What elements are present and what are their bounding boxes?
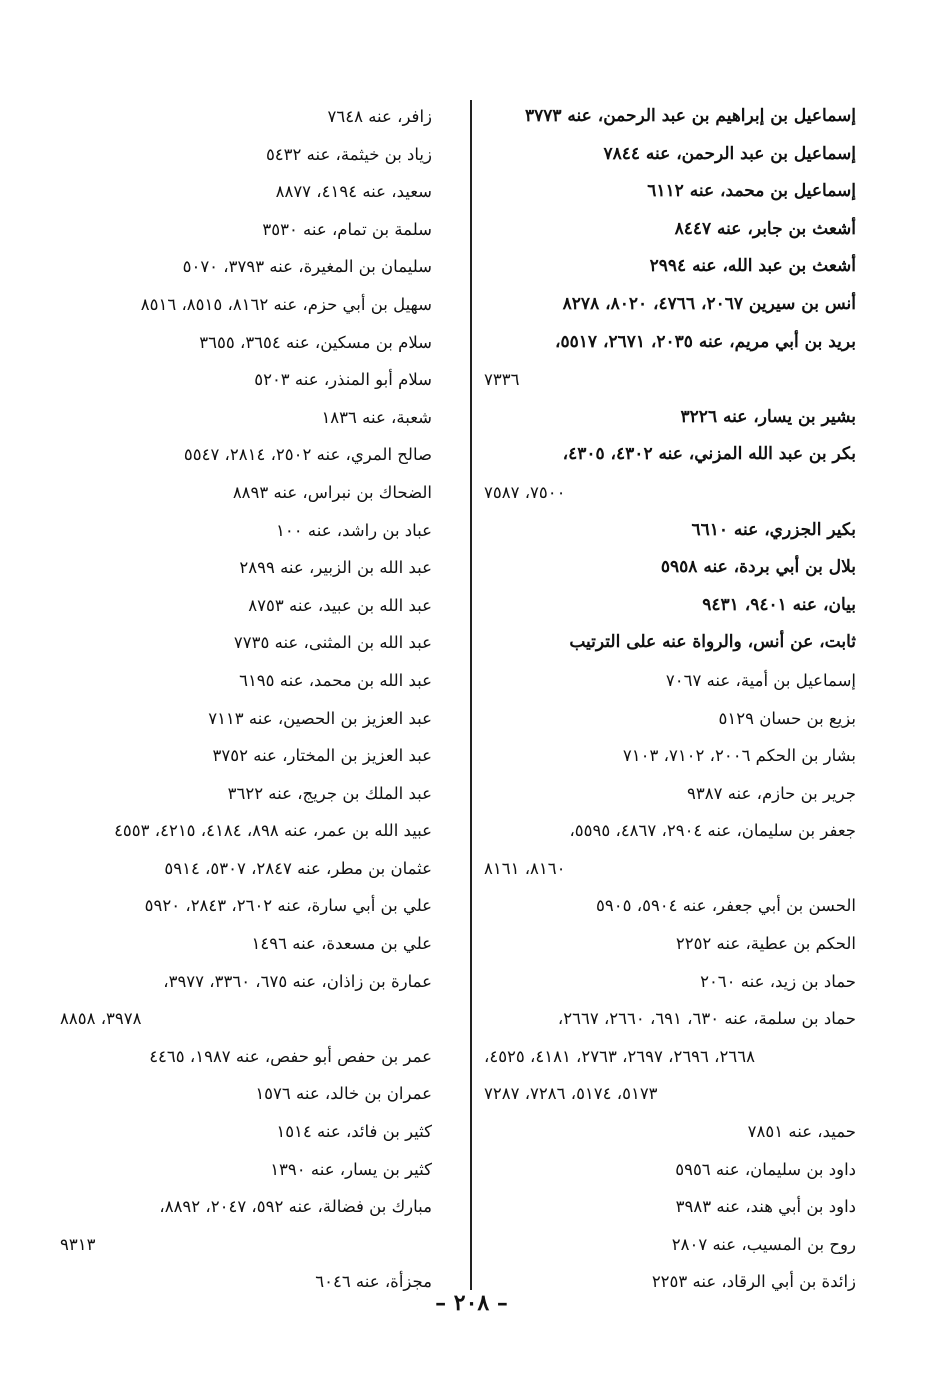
index-entry: كثير بن يسار، عنه ١٣٩٠: [270, 1159, 432, 1179]
index-entry: الحسن بن أبي جعفر، عنه ٥٩٠٤، ٥٩٠٥: [596, 896, 856, 916]
index-entry: الضحاك بن نبراس، عنه ٨٨٩٣: [232, 482, 432, 502]
index-entry: أشعث بن جابر، عنه ٨٤٤٧: [674, 218, 856, 239]
index-entry: سعيد، عنه ٤١٩٤، ٨٨٧٧: [275, 182, 432, 202]
index-entry: بلال بن أبي بردة، عنه ٥٩٥٨: [660, 557, 856, 578]
index-entry: حميد، عنه ٧٨٥١: [747, 1122, 856, 1142]
index-entry: صالح المري، عنه ٢٥٠٢، ٢٨١٤، ٥٥٤٧: [183, 445, 432, 465]
index-entry: مبارك بن فضالة، عنه ٥٩٢، ٢٠٤٧، ٨٨٩٢،: [159, 1197, 432, 1217]
index-entry: بشار بن الحكم ٢٠٠٦، ٧١٠٢، ٧١٠٣: [622, 746, 856, 766]
index-entry: سلمة بن تمام، عنه ٣٥٣٠: [262, 219, 432, 239]
index-entry: عبد الله بن المثنى، عنه ٧٧٣٥: [233, 633, 432, 653]
index-entry: الحكم بن عطية، عنه ٢٢٥٢: [675, 934, 856, 954]
index-entry: عثمان بن مطر، عنه ٢٨٤٧، ٥٣٠٧، ٥٩١٤: [164, 858, 432, 878]
index-entry-continuation: ٣٩٧٨، ٨٨٥٨: [60, 1009, 142, 1029]
index-entry-continuation: ٨١٦٠، ٨١٦١: [484, 858, 566, 878]
index-entry: بكر بن عبد الله المزني، عنه ٤٣٠٢، ٤٣٠٥،: [562, 444, 856, 465]
index-entry: بريد بن أبي مريم، عنه ٢٠٣٥، ٢٦٧١، ٥٥١٧،: [555, 331, 856, 352]
index-entry: زياد بن خيثمة، عنه ٥٤٣٢: [265, 144, 432, 164]
index-entry: شعبة، عنه ١٨٣٦: [321, 407, 432, 427]
index-entry: عباد بن راشد، عنه ١٠٠: [276, 520, 432, 540]
index-entry-continuation: ٥١٧٣، ٥١٧٤، ٧٢٨٦، ٧٢٨٧: [484, 1084, 658, 1104]
index-entry: كثير بن فائد، عنه ١٥١٤: [276, 1122, 432, 1142]
index-entry: سهيل بن أبي حزم، عنه ٨١٦٢، ٨٥١٥، ٨٥١٦: [140, 294, 432, 314]
index-entry: حماد بن سلمة، عنه ٦٣٠، ٦٩١، ٢٦٦٠، ٢٦٦٧،: [557, 1009, 856, 1029]
index-entry: عبد العزيز بن المختار، عنه ٣٧٥٢: [212, 746, 432, 766]
index-entry: أشعث بن عبد الله، عنه ٢٩٩٤: [649, 256, 856, 277]
index-entry: داود بن أبي هند، عنه ٣٩٨٣: [675, 1197, 856, 1217]
index-entry: بزيع بن حسان ٥١٢٩: [718, 708, 856, 728]
index-entry: سلام أبو المنذر، عنه ٥٢٠٣: [254, 370, 432, 390]
index-entry: جعفر بن سليمان، عنه ٢٩٠٤، ٤٨٦٧، ٥٥٩٥،: [569, 821, 856, 841]
index-entry: عمران بن خالد، عنه ١٥٧٦: [255, 1084, 432, 1104]
index-entry: جرير بن حازم، عنه ٩٣٨٧: [687, 783, 856, 803]
index-entry: علي بن مسعدة، عنه ١٤٩٦: [251, 934, 432, 954]
index-entry: عبد الله بن الزبير، عنه ٢٨٩٩: [239, 558, 432, 578]
index-entry-continuation: ٧٣٣٦: [484, 370, 520, 390]
index-entry: عبد العزيز بن الحصين، عنه ٧١١٣: [208, 708, 432, 728]
index-entry: داود بن سليمان، عنه ٥٩٥٦: [675, 1159, 856, 1179]
index-entry: علي بن أبي سارة، عنه ٢٦٠٢، ٢٨٤٣، ٥٩٢٠: [144, 896, 432, 916]
index-entry: عبيد الله بن عمر، عنه ٨٩٨، ٤١٨٤، ٤٢١٥، ٤٥٥٣: [114, 821, 432, 841]
left-column: [60, 98, 432, 1301]
index-entry: بيان، عنه ٩٤٠١، ٩٤٣١: [702, 594, 856, 615]
index-entry: عبد الملك بن جريج، عنه ٣٦٢٢: [227, 783, 432, 803]
index-entry: سلام بن مسكين، عنه ٣٦٥٤، ٣٦٥٥: [199, 332, 432, 352]
right-column: [484, 98, 856, 1301]
page-number: – ٢٠٨ –: [435, 1290, 508, 1316]
index-entry: أنس بن سيرين ٢٠٦٧، ٤٧٦٦، ٨٠٢٠، ٨٢٧٨: [562, 293, 856, 314]
index-entry: عمارة بن زاذان، عنه ٦٧٥، ٣٣٦٠، ٣٩٧٧،: [163, 971, 432, 991]
index-entry: ثابت، عن أنس، والرواة عنه على الترتيب: [569, 632, 856, 653]
index-entry: عبد الله بن محمد، عنه ٦١٩٥: [239, 670, 432, 690]
index-entry-continuation: ٩٣١٣: [60, 1234, 96, 1254]
index-entry: إسماعيل بن أمية، عنه ٧٠٦٧: [665, 670, 856, 690]
index-entry: حماد بن زيد، عنه ٢٠٦٠: [700, 971, 856, 991]
index-entry: إسماعيل بن إبراهيم بن عبد الرحمن، عنه ٣٧٧٣: [524, 106, 856, 126]
index-entry: بكير الجزري، عنه ٦٦١٠: [691, 519, 856, 540]
index-entry: إسماعيل بن عبد الرحمن، عنه ٧٨٤٤: [603, 143, 856, 164]
index-entry: عبد الله بن عبيد، عنه ٨٧٥٣: [248, 595, 432, 615]
index-entry: زافر، عنه ٧٦٤٨: [327, 107, 432, 126]
index-entry: زائدة بن أبي الرقاد، عنه ٢٢٥٣: [651, 1272, 856, 1292]
column-separator: [470, 100, 472, 1290]
index-entry: مجزأة، عنه ٦٠٤٦: [315, 1272, 432, 1292]
index-entry-continuation: ٢٦٦٨، ٢٦٩٦، ٢٦٩٧، ٢٧٦٣، ٤١٨١، ٤٥٢٥،: [484, 1046, 755, 1066]
index-entry: بشير بن يسار، عنه ٣٢٢٦: [680, 406, 856, 427]
index-entry: سليمان بن المغيرة، عنه ٣٧٩٣، ٥٠٧٠: [182, 257, 432, 277]
index-entry: روح بن المسيب، عنه ٢٨٠٧: [671, 1234, 856, 1254]
index-entry: إسماعيل بن محمد، عنه ٦١١٢: [647, 181, 856, 202]
index-entry: عمر بن حفص أبو حفص، عنه ١٩٨٧، ٤٤٦٥: [149, 1046, 432, 1066]
index-entry-continuation: ٧٥٠٠، ٧٥٨٧: [484, 482, 566, 502]
